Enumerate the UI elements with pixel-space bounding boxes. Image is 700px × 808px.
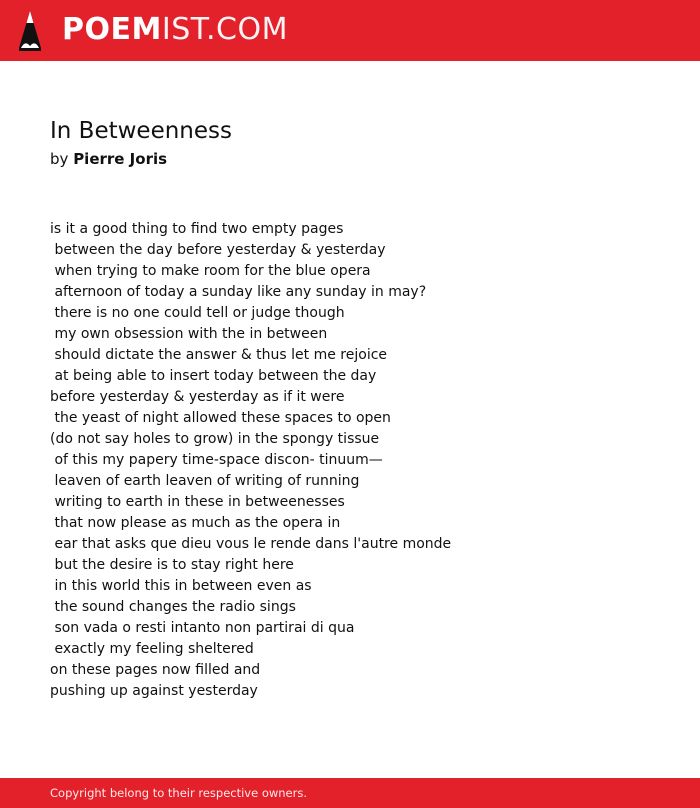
logo-text-bold: POEM [62, 12, 162, 47]
site-footer [0, 778, 700, 808]
copyright-notice: Copyright belong to their respective owners. [50, 786, 308, 800]
poem-line: of this my papery time-space discon- tinuum— [50, 452, 383, 468]
logo-text-light: IST.COM [161, 12, 288, 47]
poem-line: the sound changes the radio sings [50, 599, 296, 615]
poem-line: there is no one could tell or judge though [50, 305, 345, 321]
poem-line: the yeast of night allowed these spaces to open [50, 410, 391, 426]
poem-line: my own obsession with the in between [50, 326, 328, 342]
poem-line: in this world this in between even as [50, 578, 312, 594]
poem-line: leaven of earth leaven of writing of running [50, 473, 360, 489]
poem-line: on these pages now filled and [50, 662, 261, 678]
site-logo[interactable] [62, 11, 288, 49]
poem-line: should dictate the answer & thus let me rejoice [50, 347, 388, 363]
poem-line: afternoon of today a sunday like any sunday in may? [50, 284, 427, 300]
poem-line: exactly my feeling sheltered [50, 641, 254, 657]
author-name[interactable]: Pierre Joris [73, 150, 168, 168]
poem-line: but the desire is to stay right here [50, 557, 294, 573]
poem-title: In Betweenness [50, 118, 233, 144]
poem-body [50, 219, 670, 702]
poem-line: ear that asks que dieu vous le rende dans l'autre monde [50, 536, 452, 552]
poem-line: before yesterday & yesterday as if it were [50, 389, 345, 405]
poem-line: writing to earth in these in betweenesses [50, 494, 345, 510]
poem-line: when trying to make room for the blue opera [50, 263, 371, 279]
poem-line: between the day before yesterday & yesterday [50, 242, 386, 258]
poem-line: is it a good thing to find two empty pages [50, 221, 344, 237]
poem-line: son vada o resti intanto non partirai di qua [50, 620, 355, 636]
poem-line: pushing up against yesterday [50, 683, 258, 699]
poem-byline [50, 149, 167, 169]
pencil-tip-icon[interactable] [18, 10, 42, 52]
site-header [0, 0, 700, 61]
byline-prefix: by [50, 150, 69, 168]
poem-line: that now please as much as the opera in [50, 515, 341, 531]
poem-line: (do not say holes to grow) in the spongy tissue [50, 431, 380, 447]
poem-line: at being able to insert today between the day [50, 368, 377, 384]
